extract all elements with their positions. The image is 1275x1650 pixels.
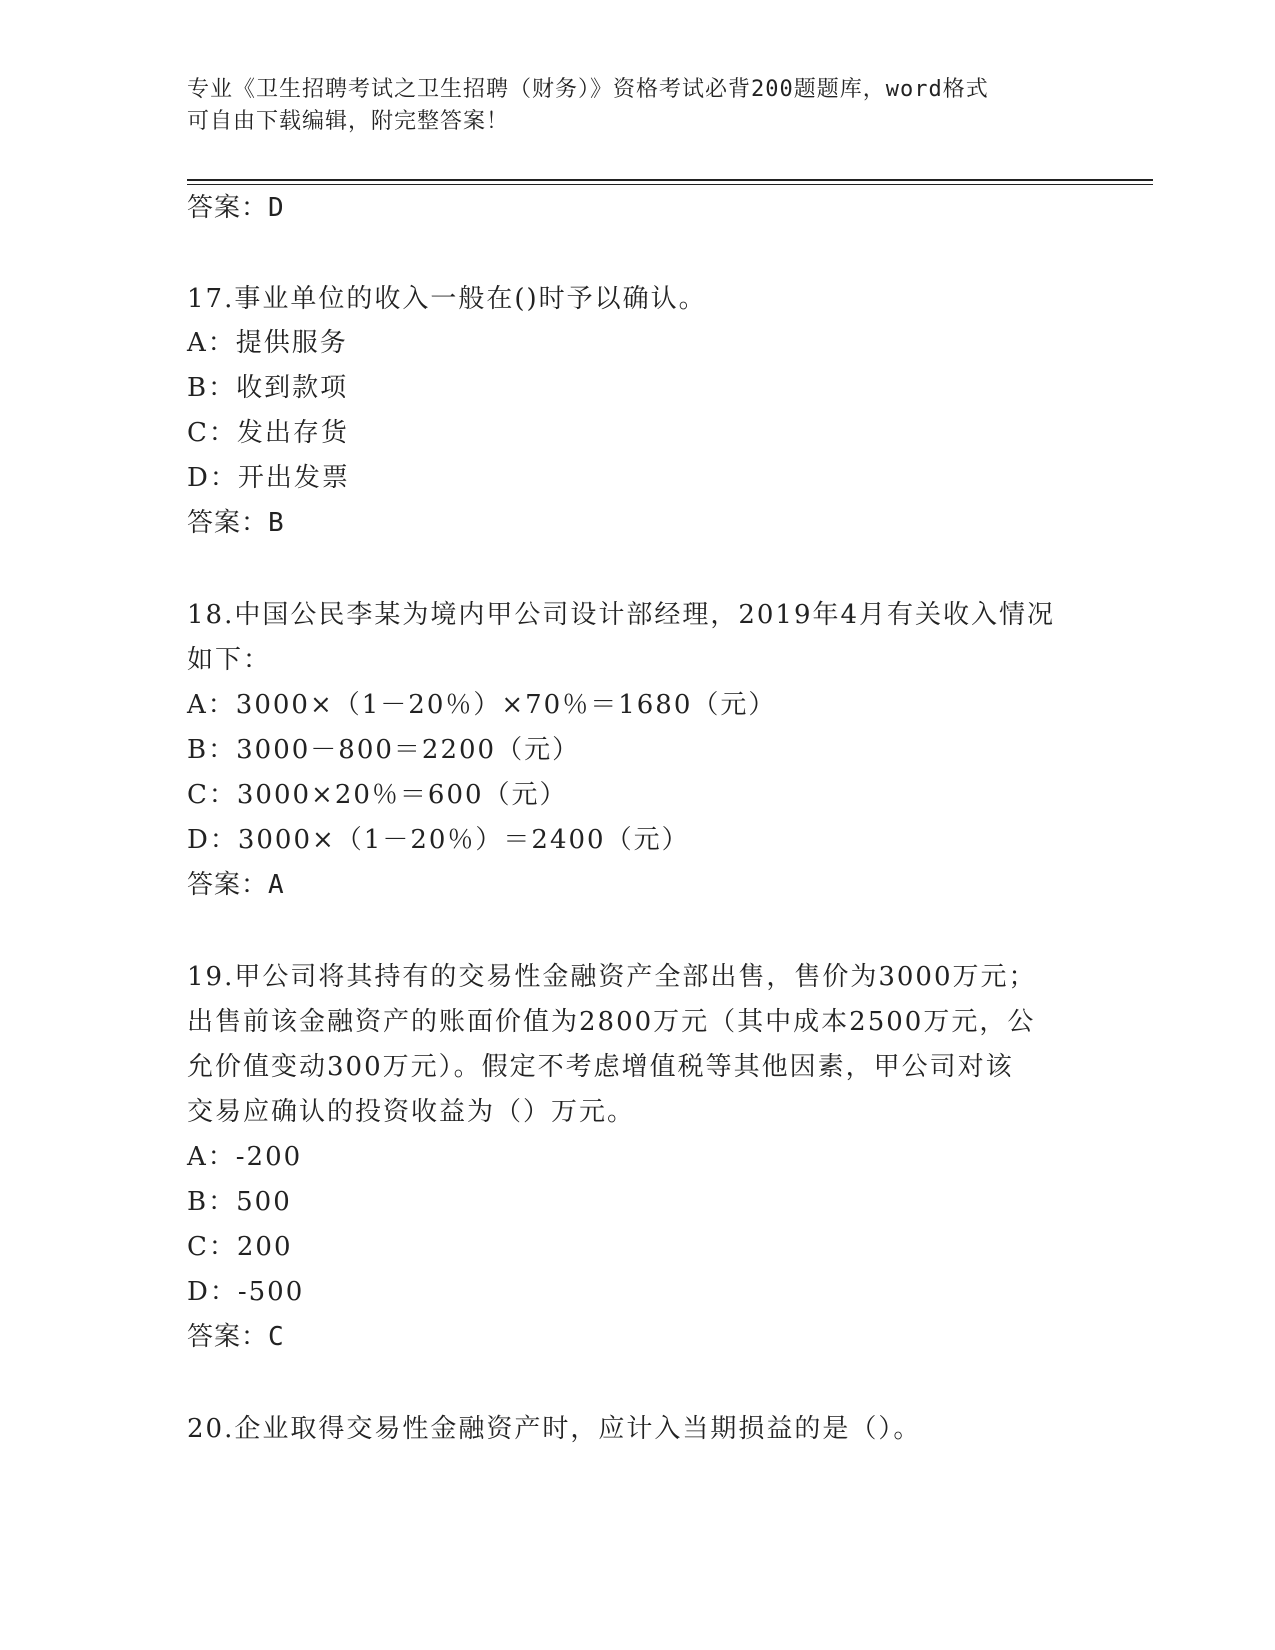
question-19-stem-line-4: 交易应确认的投资收益为（）万元。 xyxy=(187,1097,636,1127)
question-18-stem-line-2: 如下： xyxy=(187,645,272,675)
question-18-option-a: A：3000×（1－20％）×70％＝1680（元） xyxy=(187,690,777,720)
question-20-stem: 20.企业取得交易性金融资产时，应计入当期损益的是（）。 xyxy=(187,1414,922,1444)
question-17-stem: 17.事业单位的收入一般在()时予以确认。 xyxy=(187,284,707,314)
question-18-option-b: B：3000－800＝2200（元） xyxy=(187,735,581,765)
header-line-1: 专业《卫生招聘考试之卫生招聘（财务）》资格考试必背200题题库，word格式 xyxy=(187,77,989,102)
question-17-option-a: A：提供服务 xyxy=(187,328,348,358)
question-17-option-b: B：收到款项 xyxy=(187,373,349,403)
question-17-option-c: C：发出存货 xyxy=(187,418,349,448)
question-19-stem-line-1: 19.甲公司将其持有的交易性金融资产全部出售，售价为3000万元； xyxy=(187,962,1037,992)
header-rule-thin xyxy=(187,184,1153,185)
previous-answer: 答案：D xyxy=(187,193,285,223)
question-17-answer: 答案：B xyxy=(187,508,285,538)
question-19-option-d: D：-500 xyxy=(187,1277,305,1307)
header-rule-thick xyxy=(187,179,1153,181)
page-header xyxy=(187,74,1067,138)
question-19-option-a: A：-200 xyxy=(187,1142,303,1172)
header-line-2: 可自由下载编辑，附完整答案！ xyxy=(187,109,510,134)
question-18-stem-line-1: 18.中国公民李某为境内甲公司设计部经理，2019年4月有关收入情况 xyxy=(187,600,1056,630)
question-19-option-c: C：200 xyxy=(187,1232,293,1262)
question-19-answer: 答案：C xyxy=(187,1322,285,1352)
question-18-answer: 答案：A xyxy=(187,870,285,900)
question-19-stem-line-3: 允价值变动300万元）。假定不考虑增值税等其他因素，甲公司对该 xyxy=(187,1052,1014,1082)
question-19-stem-line-2: 出售前该金融资产的账面价值为2800万元（其中成本2500万元，公 xyxy=(187,1007,1036,1037)
question-17-option-d: D：开出发票 xyxy=(187,463,350,493)
question-19-option-b: B：500 xyxy=(187,1187,292,1217)
question-18-option-c: C：3000×20％＝600（元） xyxy=(187,780,568,810)
question-18-option-d: D：3000×（1－20％）＝2400（元） xyxy=(187,825,690,855)
